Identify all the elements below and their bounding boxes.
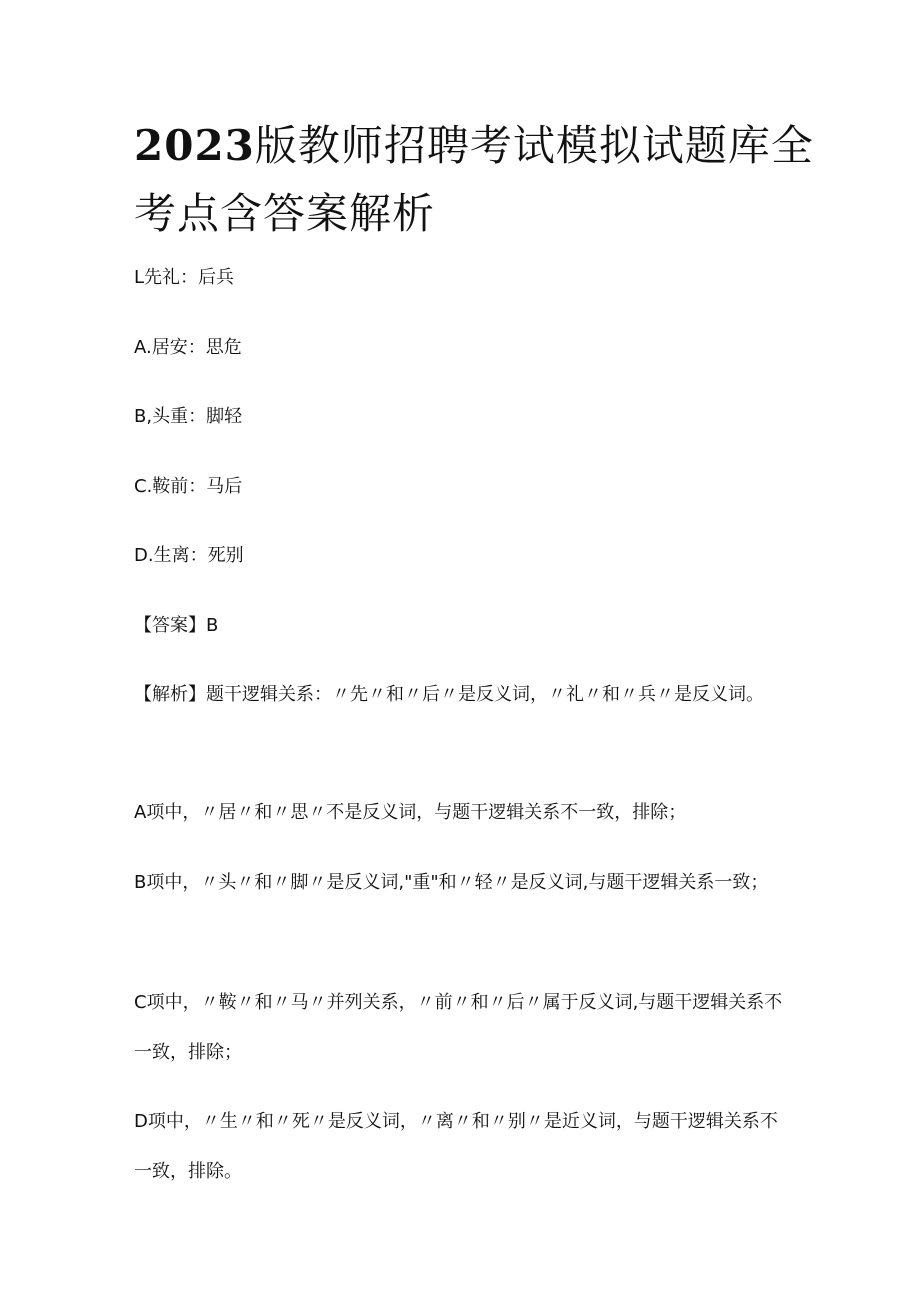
option-b: B,头重：脚轻: [134, 406, 243, 427]
analysis-item-a: A项中，〃居〃和〃思〃不是反义词，与题干逻辑关系不一致，排除；: [134, 802, 687, 823]
document-title: [134, 112, 814, 248]
question-stem: L先礼：后兵: [134, 267, 235, 288]
analysis-item-b: B项中，〃头〃和〃脚〃是反义词,"重"和〃轻〃是反义词,与题干逻辑关系一致；: [134, 872, 769, 893]
analysis-intro: 【解析】题干逻辑关系：〃先〃和〃后〃是反义词，〃礼〃和〃兵〃是反义词。: [134, 684, 764, 705]
answer-line: 【答案】B: [134, 615, 219, 636]
option-c: C.鞍前：马后: [134, 476, 243, 497]
option-a: A.居安：思危: [134, 337, 242, 358]
analysis-item-d: D项中，〃生〃和〃死〃是反义词，〃离〃和〃别〃是近义词，与题干逻辑关系不一致，排除。: [134, 1111, 778, 1182]
analysis-item-c: C项中，〃鞍〃和〃马〃并列关系，〃前〃和〃后〃属于反义词,与题干逻辑关系不一致，排除；: [134, 992, 783, 1063]
title-text: 版教师招聘考试模拟试题库全考点含答案解析: [134, 121, 814, 238]
title-year: 2023: [134, 121, 255, 170]
option-d: D.生离：死别: [134, 545, 244, 566]
